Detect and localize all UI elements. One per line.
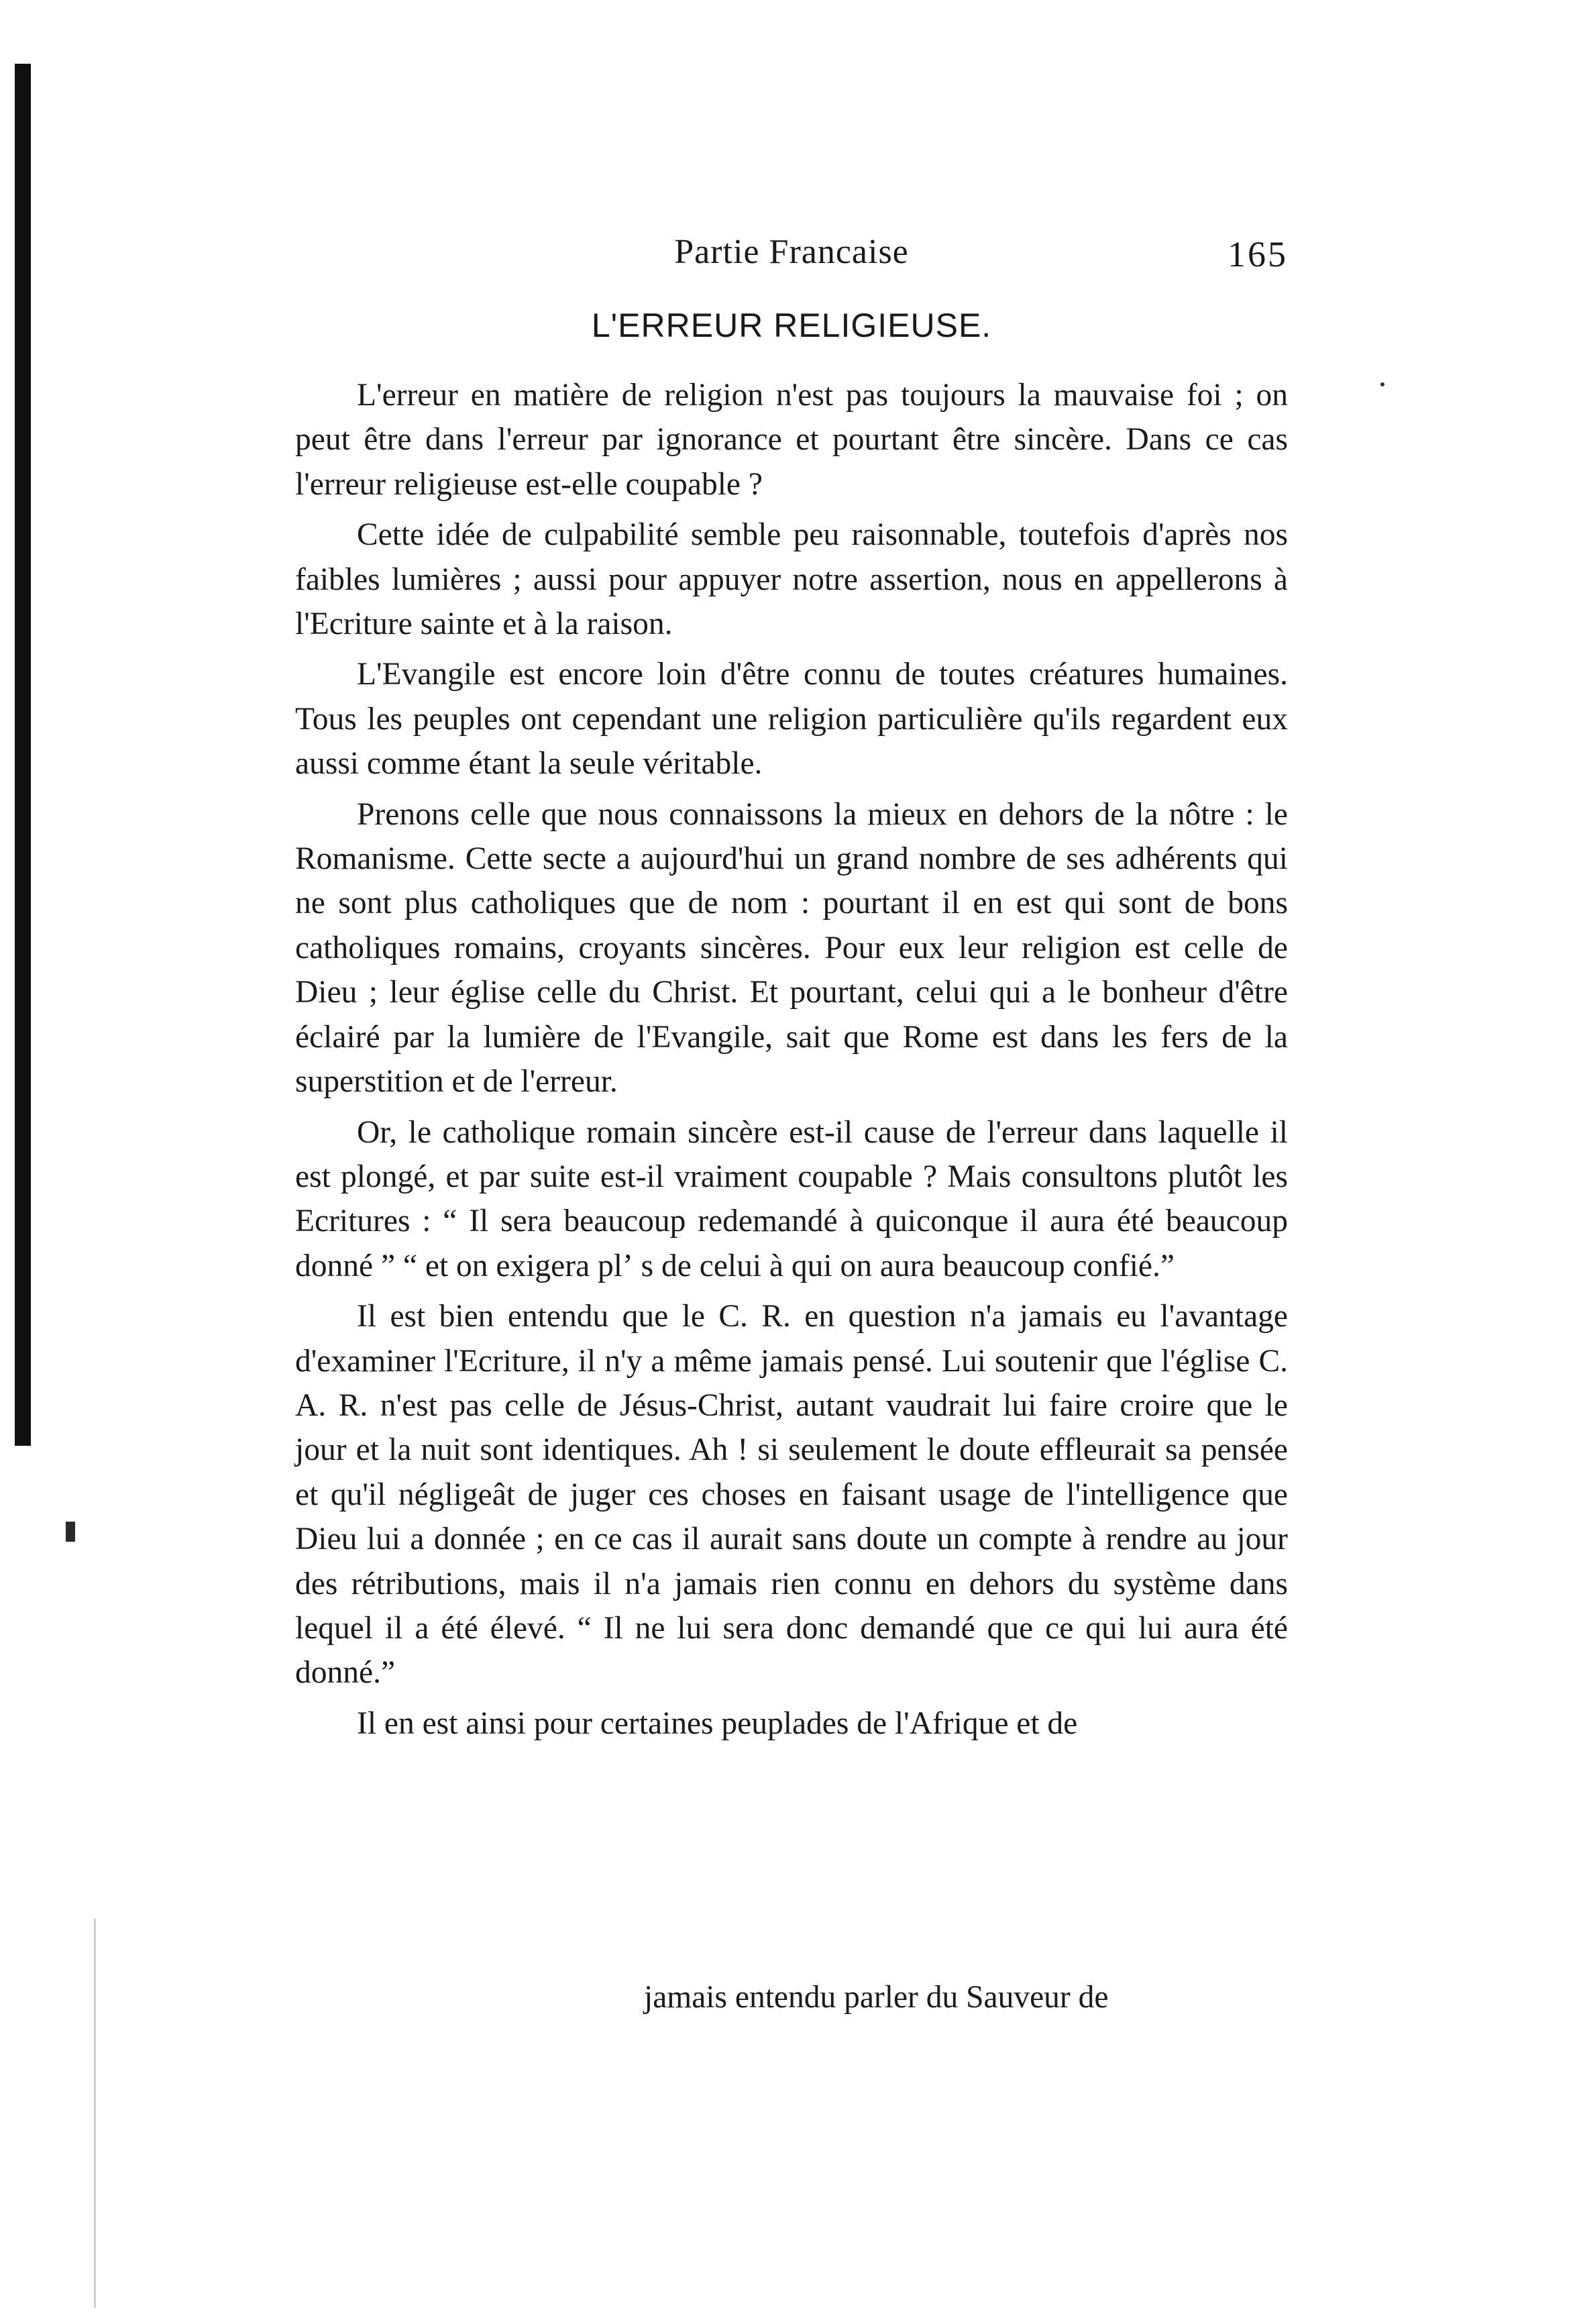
page-number: 165 — [1228, 234, 1288, 274]
paragraph: Prenons celle que nous connaissons la mieux en dehors de la nôtre : le Romanisme. Cette secte a aujourd'hui un grand nombre de ses adhérents qui ne sont plus catholiques que de nom : pourtant il en est qui sont de bons catholiques romains, croyants sincères. Pour eux leur religion est celle de Dieu ; leur église celle du Christ. Et pourtant, celui qui a le bonheur d'être éclairé par la lumière de l'Evangile, sait que Rome est dans les fers de la superstition et de l'erreur. — [295, 796, 1288, 1100]
trailing-line-fragment: jamais entendu parler du Sauveur de — [644, 1980, 1109, 2015]
scan-speck — [1380, 382, 1384, 386]
article-title: L'ERREUR RELIGIEUSE. — [591, 307, 992, 344]
paragraph: Il en est ainsi pour certaines peuplades de l'Afrique et de — [357, 1705, 1078, 1741]
paragraph: L'Evangile est encore loin d'être connu de toutes créatures humaines. Tous les peuples ont cependant une religion particulière qu'ils regardent eux aussi comme étant la seule véritable. — [295, 657, 1288, 782]
article-body — [295, 373, 1288, 1746]
scan-binding-edge — [15, 64, 31, 1446]
paragraph: Or, le catholique romain sincère est-il cause de l'erreur dans laquelle il est plongé, et par suite est-il vraiment coupable ? Mais consultons plutôt les Ecritures : “ Il sera beaucoup redemandé à quiconque il aura été beaucoup donné ” “ et on exigera plʼ s de celui à qui on aura beaucoup confié.” — [295, 1114, 1288, 1283]
paragraph: Il est bien entendu que le C. R. en question n'a jamais eu l'avantage d'examiner l'Ecriture, il n'y a même jamais pensé. Lui soutenir que l'église C. A. R. n'est pas celle de Jésus-Christ, autant vaudrait lui faire croire que le jour et la nuit sont identiques. Ah ! si seulement le doute effleurait sa pensée et qu'il négligeât de juger ces choses en faisant usage de l'intelligence que Dieu lui a donnée ; en ce cas il aurait sans doute un compte à rendre au jour des rétributions, mais il n'a jamais rien connu en dehors du système dans lequel il a été élevé. “ Il ne lui sera donc demandé que ce qui lui aura été donné.” — [295, 1299, 1288, 1691]
running-title: Partie Francaise — [674, 233, 909, 271]
running-header — [295, 225, 1288, 279]
scan-edge-line — [94, 1919, 96, 2308]
paragraph: L'erreur en matière de religion n'est pas toujours la mauvaise foi ; on peut être dans l'erreur par ignorance et pourtant être sincère. Dans ce cas l'erreur religieuse est-elle coupable ? — [295, 378, 1288, 502]
paragraph: Cette idée de culpabilité semble peu raisonnable, toutefois d'après nos faibles lumières ; aussi pour appuyer notre assertion, nous en appellerons à l'Ecriture sainte et à la raison. — [295, 517, 1288, 642]
scan-artifact — [66, 1522, 75, 1542]
